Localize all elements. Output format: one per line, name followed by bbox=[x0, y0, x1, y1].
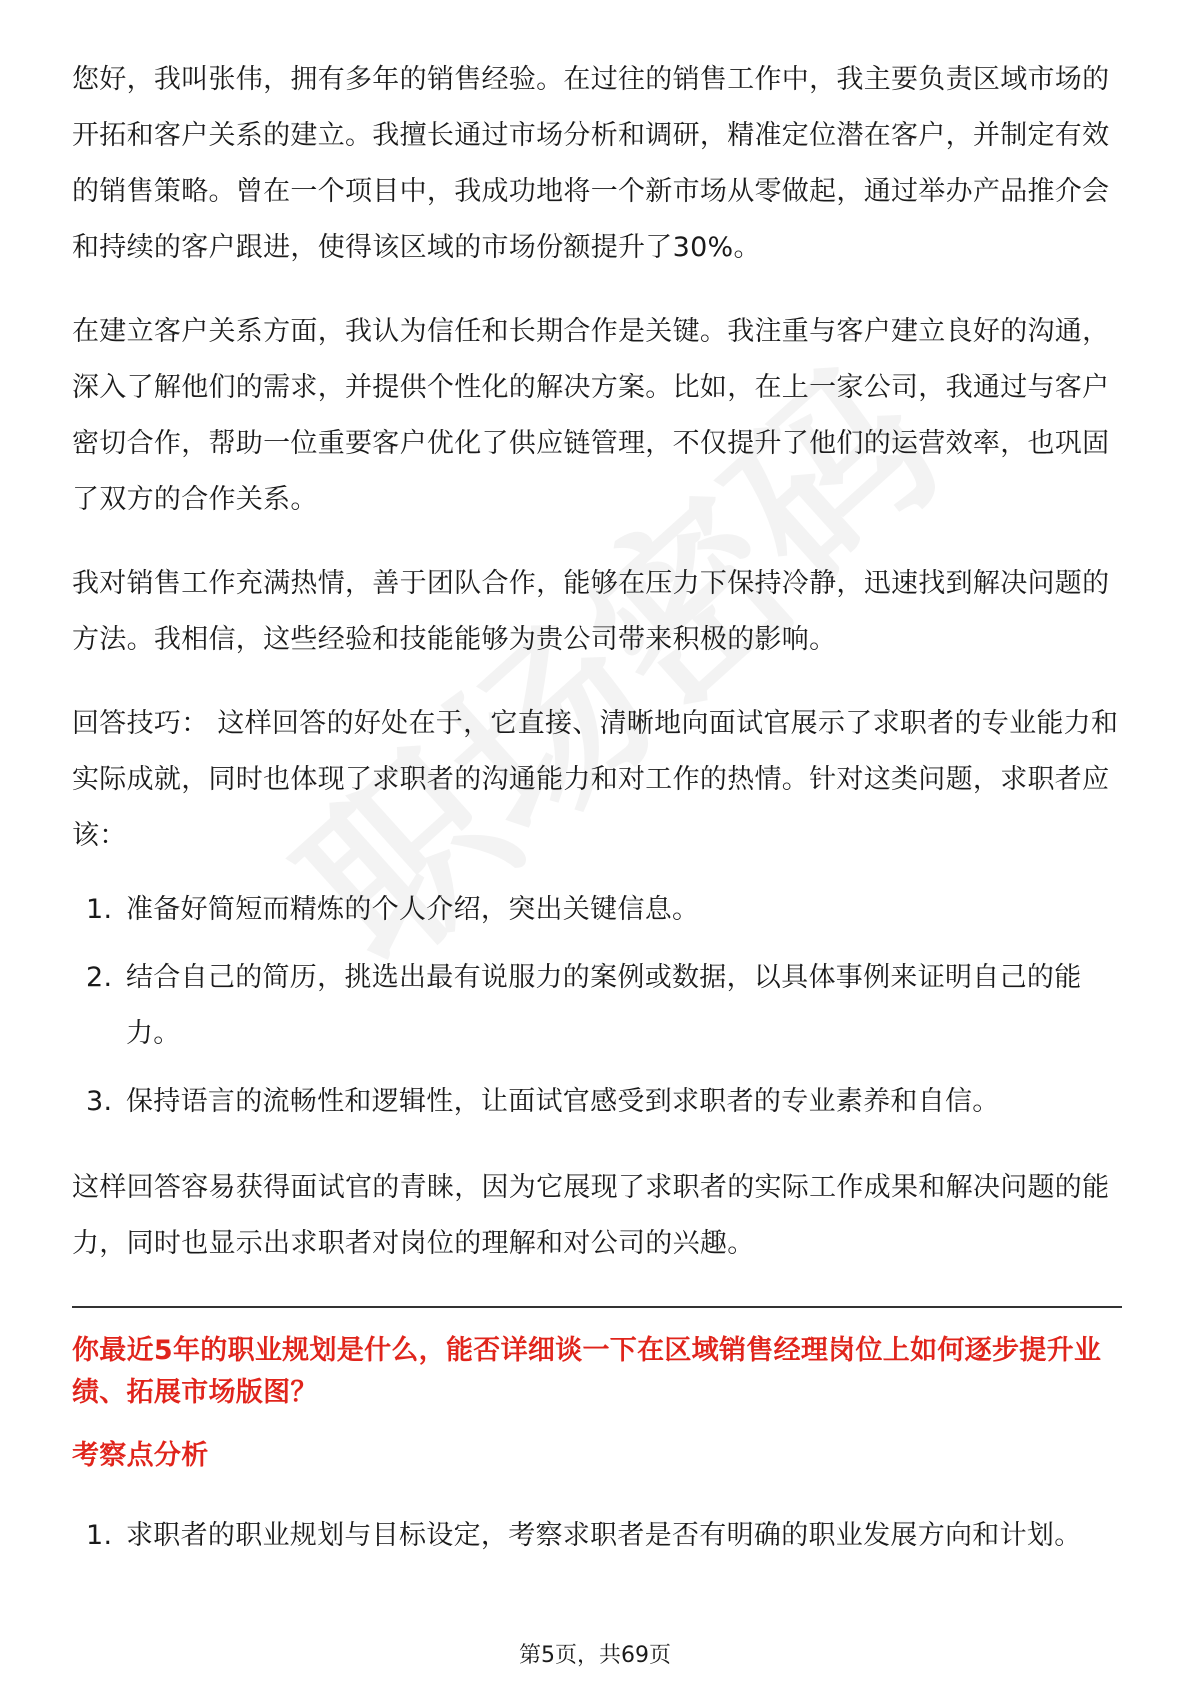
interview-question: 你最近5年的职业规划是什么，能否详细谈一下在区域销售经理岗位上如何逐步提升业绩、拓展市场版图？ bbox=[72, 1335, 1102, 1408]
page-footer: 第5页，共69页 bbox=[519, 1643, 671, 1668]
paragraph-intro: 您好，我叫张伟，拥有多年的销售经验。在过往的销售工作中，我主要负责区域市场的开拓和客户关系的建立。我擅长通过市场分析和调研，精准定位潜在客户，并制定有效的销售策略。曾在一个项目中，我成功地将一个新市场从零做起，通过举办产品推介会和持续的客户跟进，使得该区域的市场份额提升了30%。 bbox=[72, 64, 1110, 263]
list-number: 1. bbox=[86, 1520, 113, 1551]
analysis-list bbox=[72, 1508, 1122, 1564]
list-text: 准备好简短而精炼的个人介绍，突出关键信息。 bbox=[126, 894, 700, 925]
tips-list bbox=[72, 882, 1122, 1130]
list-item bbox=[72, 882, 1122, 938]
list-item bbox=[72, 1074, 1122, 1130]
paragraph-tips-intro: 回答技巧： 这样回答的好处在于，它直接、清晰地向面试官展示了求职者的专业能力和实际成就，同时也体现了求职者的沟通能力和对工作的热情。针对这类问题，求职者应该： bbox=[72, 708, 1119, 851]
paragraph-relationship: 在建立客户关系方面，我认为信任和长期合作是关键。我注重与客户建立良好的沟通，深入了解他们的需求，并提供个性化的解决方案。比如，在上一家公司，我通过与客户密切合作，帮助一位重要客户优化了供应链管理，不仅提升了他们的运营效率，也巩固了双方的合作关系。 bbox=[72, 316, 1110, 515]
list-text: 求职者的职业规划与目标设定，考察求职者是否有明确的职业发展方向和计划。 bbox=[126, 1520, 1082, 1551]
list-text: 保持语言的流畅性和逻辑性，让面试官感受到求职者的专业素养和自信。 bbox=[126, 1086, 1000, 1117]
paragraph-closing: 这样回答容易获得面试官的青睐，因为它展现了求职者的实际工作成果和解决问题的能力，同时也显示出求职者对岗位的理解和对公司的兴趣。 bbox=[72, 1172, 1110, 1259]
list-item bbox=[72, 1508, 1122, 1564]
list-item bbox=[72, 950, 1122, 1062]
list-number: 3. bbox=[86, 1086, 113, 1117]
list-text: 结合自己的简历，挑选出最有说服力的案例或数据，以具体事例来证明自己的能力。 bbox=[126, 962, 1082, 1049]
list-number: 1. bbox=[86, 894, 113, 925]
analysis-title: 考察点分析 bbox=[72, 1440, 209, 1471]
paragraph-passion: 我对销售工作充满热情，善于团队合作，能够在压力下保持冷静，迅速找到解决问题的方法。我相信，这些经验和技能能够为贵公司带来积极的影响。 bbox=[72, 568, 1110, 655]
list-number: 2. bbox=[86, 962, 113, 993]
document-page bbox=[72, 52, 1122, 1576]
